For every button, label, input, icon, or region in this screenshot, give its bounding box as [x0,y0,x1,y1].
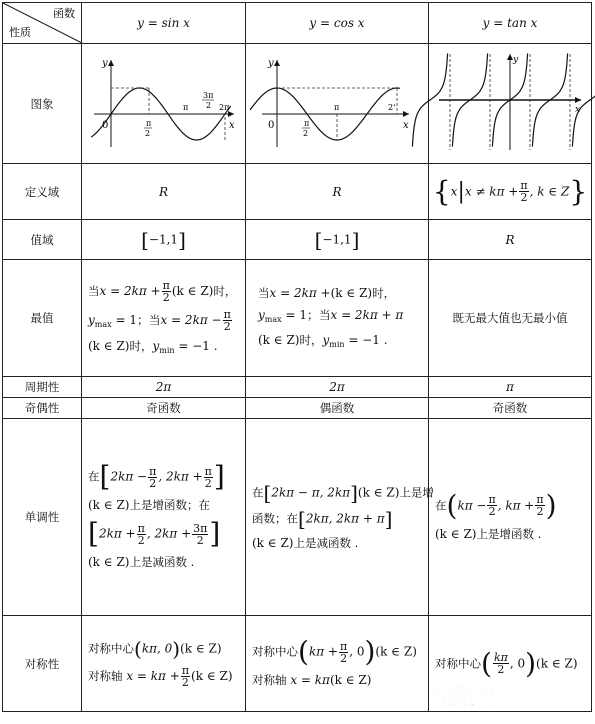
svg-text:0: 0 [268,120,275,131]
site-watermark-logo [411,681,519,713]
tan-parity: 奇函数 [429,398,592,419]
svg-text:0: 0 [101,120,108,131]
svg-text:π: π [304,119,310,128]
sin-parity: 奇函数 [82,398,246,419]
tan-range: R [429,220,592,260]
svg-text:π: π [334,103,340,112]
svg-text:2: 2 [303,129,309,138]
sin-graph [89,52,239,152]
sin-range: [−1,1] [82,220,246,260]
cos-symmetry: 对称中心(kπ + $\frac{\pi}{2}$ , 0)(k ∈ Z) 对称轴 x = kπ(k ∈ Z) [246,616,429,712]
svg-text:y: y [101,58,108,69]
row-label-domain: 定义域 [3,164,82,220]
cos-parity: 偶函数 [246,398,429,419]
col-header-sin: y = sin x [82,3,246,44]
cos-period: 2π [246,377,429,398]
svg-text:x: x [228,120,235,131]
trig-properties-table [2,2,592,712]
svg-text:2: 2 [144,129,150,138]
sin-monotonic: 在[2kπ − $\frac{\pi}{2}$ , 2kπ + $\frac{\pi}{2}$ ] (k ∈ Z)上是增函数；在 [2kπ + $\frac{\pi}{2}$ , 2kπ + $\frac{3\pi}{2}$ ] (k ∈ Z)上是减函数 . [82,419,246,616]
cos-graph [257,52,417,152]
svg-text:π: π [182,103,188,112]
row-label-extrema: 最值 [3,260,82,377]
col-header-cos: y = cos x [246,3,429,44]
svg-text:2π: 2π [218,103,229,112]
svg-text:π: π [145,119,151,128]
svg-text:y: y [268,58,274,69]
svg-text:2': 2' [388,103,396,112]
svg-text:2: 2 [205,101,211,110]
svg-text:x: x [575,105,581,115]
sin-extrema: 当x = 2kπ + $\frac{\pi}{2}$ (k ∈ Z)时， $y_{max} = 1$；当x = 2kπ − $\frac{\pi}{2}$ (k ∈ Z)时，$y_{min} = -1$ . [82,260,246,377]
cos-monotonic: 在[2kπ − π, 2kπ](k ∈ Z)上是增 函数；在[2kπ, 2kπ + π] (k ∈ Z)上是减函数 . [246,419,429,616]
svg-text:y: y [513,55,519,65]
corner-diagonal [3,3,82,43]
corner-left-label: 性质 [9,26,31,39]
row-label-period: 周期性 [3,377,82,398]
row-label-graph: 图象 [3,44,82,164]
watermark-text: 聚集网 [431,685,499,711]
tan-period: π [429,377,592,398]
sin-graph-cell [82,44,246,164]
cos-range: [−1,1] [246,220,429,260]
svg-text:3π: 3π [202,91,213,100]
tan-domain: {x|x ≠ kπ + $\frac{\pi}{2}$ , k ∈ Z} [429,164,592,220]
row-label-parity: 奇偶性 [3,398,82,419]
cos-domain: R [246,164,429,220]
cos-graph-cell [246,44,429,164]
tan-graph-cell [429,44,592,164]
corner-cell [3,3,82,44]
cos-extrema: 当x = 2kπ +(k ∈ Z)时， $y_{max} = 1$；当x = 2kπ + π (k ∈ Z)时，$y_{min} = -1$ . [246,260,429,377]
tan-symmetry: 对称中心( $\frac{k\pi}{2}$ , 0)(k ∈ Z) [429,616,592,712]
sin-domain: R [82,164,246,220]
sin-symmetry: 对称中心(kπ, 0)(k ∈ Z) 对称轴 x = kπ + $\frac{\pi}{2}$ (k ∈ Z) [82,616,246,712]
sin-period: 2π [82,377,246,398]
row-label-symmetry: 对称性 [3,616,82,712]
tan-monotonic: 在(kπ − $\frac{\pi}{2}$ , kπ + $\frac{\pi}{2}$ ) (k ∈ Z)上是增函数 . [429,419,592,616]
col-header-tan: y = tan x [429,3,592,44]
corner-top-label: 函数 [53,7,75,20]
row-label-monotonic: 单调性 [3,419,82,616]
tan-graph [435,50,585,154]
tan-extrema: 既无最大值也无最小值 [429,260,592,377]
row-label-range: 值域 [3,220,82,260]
svg-text:x: x [403,120,409,131]
